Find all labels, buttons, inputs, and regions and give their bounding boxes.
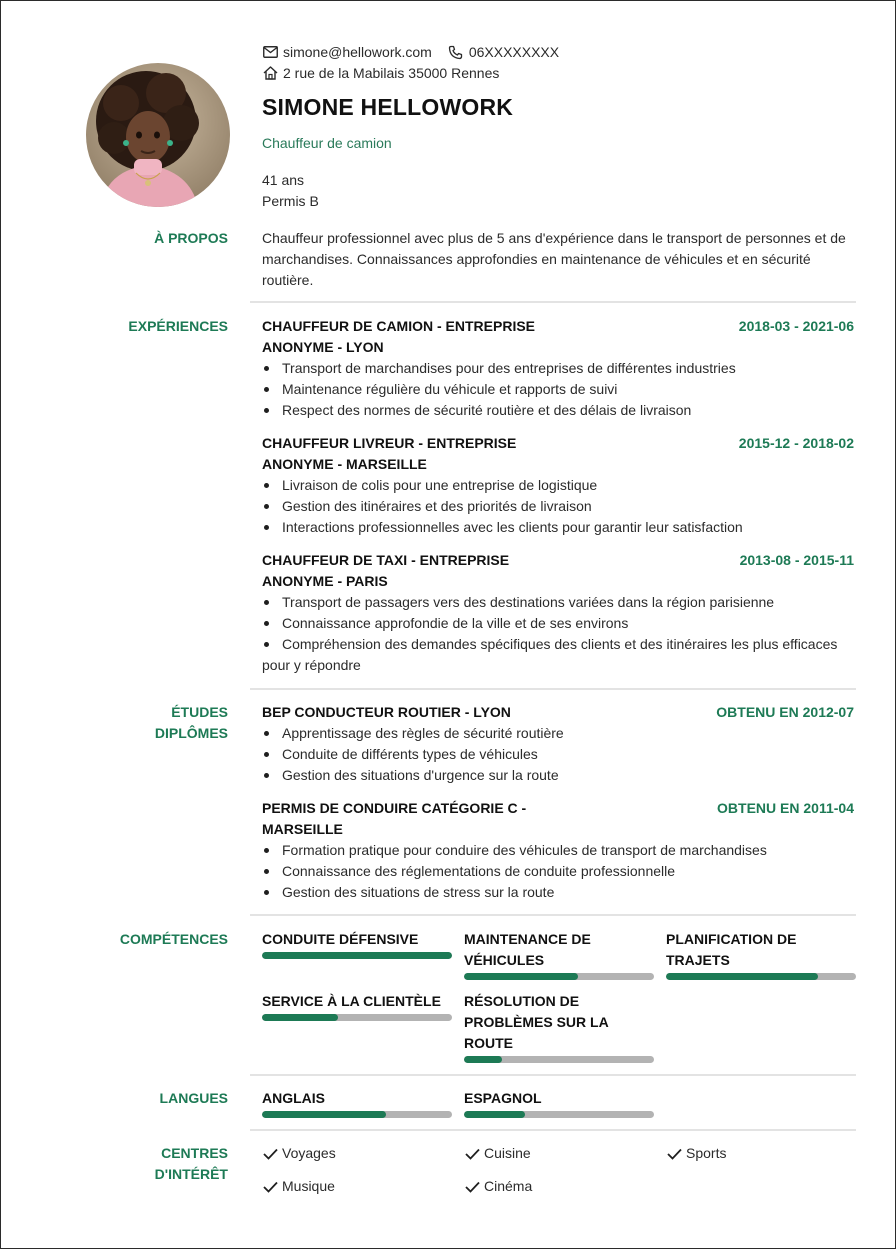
skill-bar-fill: [464, 973, 578, 980]
about-text: Chauffeur professionnel avec plus de 5 ans d'expérience dans le transport de personnes et de marchandises. Connaissances approfondies en maintenance de véhicules et en sécurité routière.: [262, 230, 846, 288]
education-bullets: [262, 840, 856, 903]
experience-dates: 2013-08 - 2015-11: [739, 552, 854, 568]
list-item: Connaissance des réglementations de conduite professionnelle: [262, 861, 856, 882]
experience-title-line: CHAUFFEUR DE TAXI - ENTREPRISE: [262, 552, 510, 568]
education-label: [155, 702, 228, 744]
interest-item: [262, 1176, 335, 1197]
candidate-name: SIMONE HELLOWORK: [262, 94, 514, 120]
check-icon: [464, 1146, 480, 1162]
divider: [250, 688, 856, 690]
phone-text[interactable]: 06XXXXXXXX: [468, 44, 560, 60]
skill-bar: [262, 952, 452, 959]
skill-bar-fill: [464, 1056, 502, 1063]
interests-label: [155, 1143, 228, 1185]
language-item: [262, 1088, 452, 1118]
list-item: Conduite de différents types de véhicules: [262, 744, 856, 765]
job-title: Chauffeur de camion: [262, 135, 392, 151]
list-item: Respect des normes de sécurité routière et des délais de livraison: [262, 400, 856, 421]
experience-title: [262, 316, 535, 358]
skill-name: PLANIFICATION DE TRAJETS: [666, 931, 797, 968]
list-item: Interactions professionnelles avec les clients pour garantir leur satisfaction: [262, 517, 856, 538]
divider: [250, 1074, 856, 1076]
education-dates: OBTENU EN 2011-04: [717, 800, 854, 816]
license-text: Permis B: [262, 193, 319, 209]
check-icon: [262, 1179, 278, 1195]
experience-bullets: [262, 592, 856, 676]
interest-label: Sports: [686, 1145, 727, 1161]
skill-bar: [666, 973, 856, 980]
skills-label: COMPÉTENCES: [119, 931, 228, 947]
age-text: 41 ans: [262, 172, 305, 188]
interest-label: Cuisine: [484, 1145, 531, 1161]
interests-label-line: CENTRES: [161, 1145, 228, 1161]
skill-bar-fill: [262, 1014, 338, 1021]
list-item: Gestion des situations de stress sur la route: [262, 882, 856, 903]
education-title-line: PERMIS DE CONDUIRE CATÉGORIE C -: [262, 800, 527, 816]
education-label-line: ÉTUDES: [171, 704, 228, 720]
experience-title-line: ANONYME - MARSEILLE: [262, 456, 427, 472]
check-icon: [464, 1179, 480, 1195]
languages-label: LANGUES: [159, 1090, 228, 1106]
skill-item: [464, 991, 654, 1063]
education-dates: OBTENU EN 2012-07: [716, 704, 854, 720]
skill-name: CONDUITE DÉFENSIVE: [262, 931, 419, 947]
experience-title-line: CHAUFFEUR DE CAMION - ENTREPRISE: [262, 318, 536, 334]
list-item: Compréhension des demandes spécifiques des clients et des itinéraires les plus efficaces pour y répondre: [262, 634, 856, 676]
skill-name: RÉSOLUTION DE PROBLÈMES SUR LA ROUTE: [464, 993, 609, 1051]
divider: [250, 301, 856, 303]
skill-name: SERVICE À LA CLIENTÈLE: [262, 993, 441, 1009]
interest-item: [666, 1143, 726, 1164]
education-label-line: DIPLÔMES: [154, 725, 228, 741]
interest-label: Cinéma: [484, 1178, 533, 1194]
language-name: ANGLAIS: [262, 1090, 325, 1106]
experience-dates: 2015-12 - 2018-02: [738, 435, 854, 451]
language-item: [464, 1088, 654, 1118]
list-item: Connaissance approfondie de la ville et de ses environs: [262, 613, 856, 634]
envelope-icon: [262, 44, 278, 60]
language-bar-fill: [464, 1111, 525, 1118]
address-text: 2 rue de la Mabilais 35000 Rennes: [283, 65, 500, 81]
interests-label-line: D'INTÉRÊT: [154, 1166, 228, 1182]
about-label: À PROPOS: [154, 230, 228, 246]
list-item: Formation pratique pour conduire des véhicules de transport de marchandises: [262, 840, 856, 861]
list-item: Gestion des itinéraires et des priorités de livraison: [262, 496, 856, 517]
list-item: Maintenance régulière du véhicule et rapports de suivi: [262, 379, 856, 400]
education-title: [262, 702, 511, 723]
address-row: [262, 65, 499, 81]
skill-bar: [464, 973, 654, 980]
list-item: Transport de marchandises pour des entreprises de différentes industries: [262, 358, 856, 379]
language-bar: [262, 1111, 452, 1118]
experiences-label: EXPÉRIENCES: [128, 318, 228, 334]
skill-bar: [262, 1014, 452, 1021]
skill-item: [464, 929, 654, 980]
check-icon: [262, 1146, 278, 1162]
home-icon: [262, 65, 278, 81]
interest-item: [464, 1143, 531, 1164]
language-bar-fill: [262, 1111, 386, 1118]
phone-icon: [448, 44, 464, 60]
interest-label: Musique: [282, 1178, 335, 1194]
skill-item: [666, 929, 856, 980]
experience-title-line: ANONYME - PARIS: [262, 573, 388, 589]
education-title-line: MARSEILLE: [262, 821, 343, 837]
skill-bar: [464, 1056, 654, 1063]
list-item: Transport de passagers vers des destinations variées dans la région parisienne: [262, 592, 856, 613]
profile-photo: [86, 63, 230, 207]
language-bar: [464, 1111, 654, 1118]
experience-bullets: [262, 475, 856, 538]
language-name: ESPAGNOL: [464, 1090, 542, 1106]
skill-item: [262, 991, 452, 1021]
skill-item: [262, 929, 452, 959]
list-item: Gestion des situations d'urgence sur la route: [262, 765, 856, 786]
experience-title: [262, 550, 509, 592]
experience-dates: 2018-03 - 2021-06: [738, 318, 854, 334]
experience-title-line: CHAUFFEUR LIVREUR - ENTREPRISE: [262, 435, 517, 451]
interest-item: [262, 1143, 336, 1164]
skill-bar-fill: [262, 952, 452, 959]
divider: [250, 914, 856, 916]
divider: [250, 1129, 856, 1131]
education-title-line: BEP CONDUCTEUR ROUTIER - LYON: [262, 704, 511, 720]
skill-bar-fill: [666, 973, 818, 980]
interest-label: Voyages: [282, 1145, 336, 1161]
list-item: Livraison de colis pour une entreprise de logistique: [262, 475, 856, 496]
experience-title: [262, 433, 516, 475]
list-item: Apprentissage des règles de sécurité routière: [262, 723, 856, 744]
education-bullets: [262, 723, 856, 786]
skill-name: MAINTENANCE DE VÉHICULES: [464, 931, 591, 968]
interest-item: [464, 1176, 532, 1197]
experience-bullets: [262, 358, 856, 421]
contact-row: [262, 44, 559, 60]
email-text[interactable]: simone@hellowork.com: [283, 44, 432, 60]
check-icon: [666, 1146, 682, 1162]
experience-title-line: ANONYME - LYON: [262, 339, 384, 355]
education-title: [262, 798, 526, 840]
